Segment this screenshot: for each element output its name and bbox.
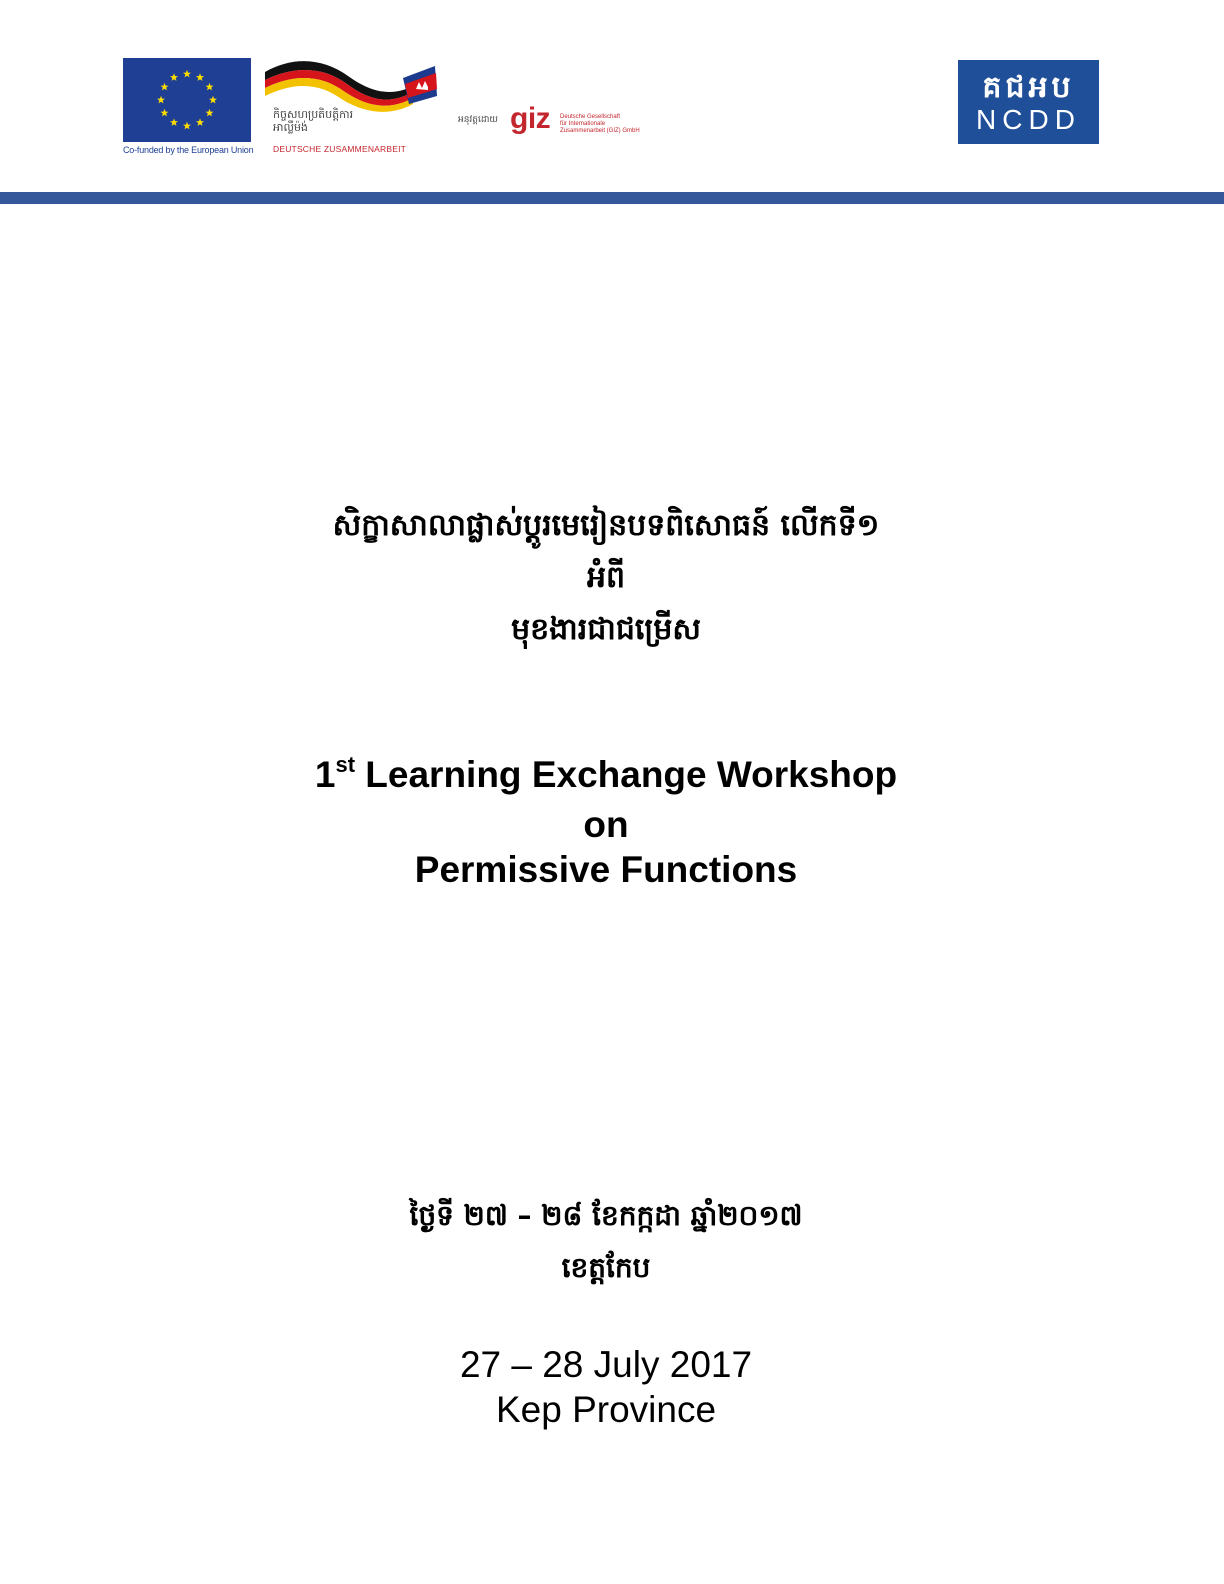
english-title-line-2: on [583,804,629,845]
german-khmer-line-2: អាល្លឺម៉ង់ [273,121,308,134]
german-cooperation-logo [263,56,443,160]
eu-star-icon [157,96,165,104]
english-title-line-3: Permissive Functions [414,849,798,890]
english-title-line-1-rest: Learning Exchange Workshop [355,754,898,795]
khmer-date: ថ្ងៃទី ២៧ – ២៨ ខែកក្កដា ឆ្នាំ២០១៧ [409,1199,803,1232]
khmer-title-line-1: សិក្ខាសាលាផ្លាស់ប្តូរមេរៀនបទពិសោធន៍ លើកទី១ [332,508,880,543]
ordinal-number: 1 [314,754,336,795]
ncdd-logo [958,60,1099,144]
eu-star-icon [196,118,204,126]
giz-logo [458,102,658,148]
khmer-date-block [0,1190,1212,1294]
german-cooperation-khmer-text [273,108,353,134]
giz-wordmark: giz [510,102,551,135]
ncdd-khmer-text: គជអប [982,70,1075,105]
khmer-title-line-2: អំពី [586,560,626,595]
header-divider [0,192,1224,204]
eu-star-icon [183,70,191,78]
eu-star-icon [209,96,217,104]
eu-logo-caption: Co-funded by the European Union [123,145,254,155]
german-cambodian-flag-swoosh-icon [263,56,443,116]
eu-flag-icon [123,58,251,142]
giz-text-line-3: Zusammenarbeit (GIZ) GmbH [560,128,640,134]
giz-prefix-khmer: អនុវត្តដោយ [458,115,498,125]
eu-star-icon [160,109,168,117]
eu-star-icon [160,83,168,91]
khmer-title-line-3: មុខងារជាជម្រើស [511,612,701,647]
english-title [0,752,1212,892]
khmer-location: ខេត្តកែប [561,1251,651,1284]
eu-star-icon [196,73,204,81]
english-date-block [0,1342,1212,1432]
giz-text-line-2: für Internationale [560,121,606,127]
eu-logo [123,58,253,158]
ncdd-latin-text: NCDD [976,104,1081,135]
giz-organization-name [560,114,640,135]
german-khmer-line-1: កិច្ចសហប្រតិបត្តិការ [273,108,354,121]
giz-text-line-1: Deutsche Gesellschaft [560,114,621,120]
eu-star-icon [183,122,191,130]
eu-star-icon [206,109,214,117]
eu-star-icon [170,118,178,126]
english-location: Kep Province [495,1389,717,1430]
khmer-title [0,500,1212,656]
german-cooperation-caption: DEUTSCHE ZUSAMMENARBEIT [273,144,407,154]
eu-star-icon [206,83,214,91]
english-date: 27 – 28 July 2017 [459,1344,753,1385]
english-title-line-1 [0,752,1212,802]
ordinal-suffix: st [335,752,356,777]
eu-star-icon [170,73,178,81]
